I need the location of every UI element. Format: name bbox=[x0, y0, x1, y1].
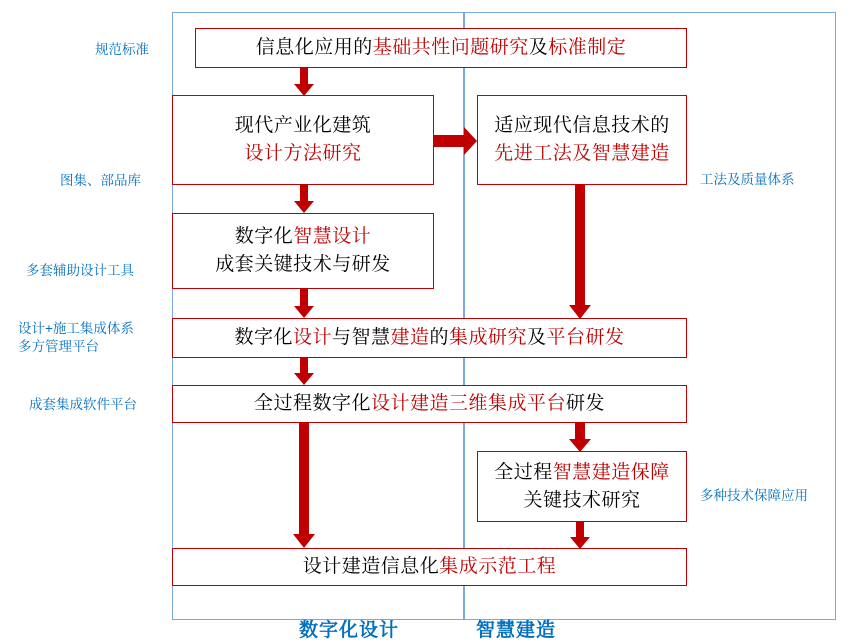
box-advanced-construction[interactable] bbox=[477, 95, 687, 185]
box-assurance-tech-line-2 bbox=[523, 487, 640, 515]
box-standards-seg-4: 标准制定 bbox=[548, 37, 627, 59]
side-label-design-tools: 多套辅助设计工具 bbox=[26, 263, 134, 278]
box-design-method-line-1 bbox=[235, 112, 372, 140]
box-demo-project[interactable] bbox=[172, 548, 687, 586]
box-standards-seg-2: 基础共性问题研究 bbox=[372, 37, 529, 59]
box-standards[interactable] bbox=[195, 28, 687, 68]
box-digital-design-tech-seg-2: 智慧设计 bbox=[293, 226, 372, 248]
box-digital-design-tech-line-1 bbox=[235, 223, 372, 251]
box-integration-research-seg-7: 及 bbox=[527, 327, 547, 349]
box-digital-design-tech[interactable] bbox=[172, 213, 434, 289]
box-integration-research-line-1 bbox=[234, 324, 624, 352]
side-label-tech-assurance: 多种技术保障应用 bbox=[700, 488, 808, 503]
box-integration-research-seg-3: 与智慧 bbox=[331, 327, 391, 349]
box-assurance-tech-seg-3: 关键技术研究 bbox=[523, 489, 641, 511]
footer-label-digital-design: 数字化设计 bbox=[299, 620, 400, 641]
box-design-method-seg-2: 设计方法研究 bbox=[244, 143, 362, 164]
side-label-integrated-system-line-1: 设计+施工集成体系 bbox=[18, 321, 134, 336]
box-assurance-tech[interactable] bbox=[477, 451, 687, 522]
footer-label-smart-construction: 智慧建造 bbox=[476, 620, 557, 641]
box-assurance-tech-seg-1: 全过程 bbox=[494, 461, 553, 483]
box-demo-project-seg-2: 集成示范工程 bbox=[439, 556, 557, 578]
box-integration-research-seg-5: 的 bbox=[429, 327, 450, 349]
box-platform-3d-seg-1: 全过程数字化 bbox=[253, 393, 371, 415]
box-integration-research-seg-2: 设计 bbox=[292, 327, 332, 349]
box-standards-seg-3: 及 bbox=[528, 37, 549, 59]
box-advanced-construction-seg-1: 适应现代信息技术的 bbox=[494, 115, 670, 137]
box-platform-3d-seg-2: 设计建造三维集成平台 bbox=[370, 393, 566, 415]
box-standards-line-1 bbox=[256, 34, 627, 62]
arrow-platform-to-assurance bbox=[568, 422, 592, 452]
box-design-method[interactable] bbox=[172, 95, 434, 185]
side-label-software-platform: 成套集成软件平台 bbox=[29, 397, 137, 412]
box-demo-project-line-1 bbox=[303, 553, 557, 581]
arrow-advanced-construction-to-integration bbox=[568, 185, 592, 319]
side-label-standards: 规范标准 bbox=[95, 42, 149, 57]
box-assurance-tech-seg-2: 智慧建造保障 bbox=[552, 461, 670, 483]
box-platform-3d-line-1 bbox=[254, 390, 605, 418]
arrow-standards-to-design-method bbox=[293, 66, 315, 96]
box-standards-seg-1: 信息化应用的 bbox=[255, 37, 373, 59]
box-integration-research-seg-8: 平台研发 bbox=[546, 327, 625, 349]
box-digital-design-tech-seg-1: 数字化 bbox=[234, 226, 294, 248]
side-label-atlas-parts: 图集、部品库 bbox=[60, 173, 141, 188]
box-digital-design-tech-line-2 bbox=[215, 251, 391, 279]
box-assurance-tech-line-1 bbox=[494, 459, 670, 487]
arrow-integration-to-platform bbox=[293, 357, 315, 385]
box-platform-3d[interactable] bbox=[172, 385, 687, 423]
box-demo-project-seg-1: 设计建造信息化 bbox=[302, 556, 440, 578]
box-integration-research-seg-1: 数字化 bbox=[234, 327, 293, 349]
box-platform-3d-seg-3: 研发 bbox=[566, 393, 606, 415]
box-advanced-construction-line-1 bbox=[494, 112, 670, 140]
side-label-construction-quality: 工法及质量体系 bbox=[700, 172, 795, 187]
arrow-design-method-to-advanced-construction bbox=[434, 126, 478, 156]
arrow-platform-to-demo bbox=[292, 422, 316, 548]
box-design-method-line-2 bbox=[244, 140, 361, 168]
arrow-digital-design-tech-to-integration bbox=[293, 288, 315, 318]
side-label-integrated-system-line-2: 多方管理平台 bbox=[18, 339, 99, 355]
box-integration-research-seg-6: 集成研究 bbox=[449, 327, 528, 349]
arrow-design-method-to-digital-design-tech bbox=[293, 185, 315, 213]
box-advanced-construction-seg-2: 先进工法及智慧建造 bbox=[494, 143, 670, 164]
box-integration-research-seg-4: 建造 bbox=[390, 327, 430, 349]
box-digital-design-tech-seg-3: 成套关键技术与研发 bbox=[215, 254, 391, 275]
box-advanced-construction-line-2 bbox=[494, 140, 670, 168]
box-design-method-seg-1: 现代产业化建筑 bbox=[234, 115, 372, 137]
box-integration-research[interactable] bbox=[172, 318, 687, 358]
side-label-integrated-system bbox=[18, 320, 134, 356]
arrow-assurance-to-demo bbox=[569, 521, 591, 549]
